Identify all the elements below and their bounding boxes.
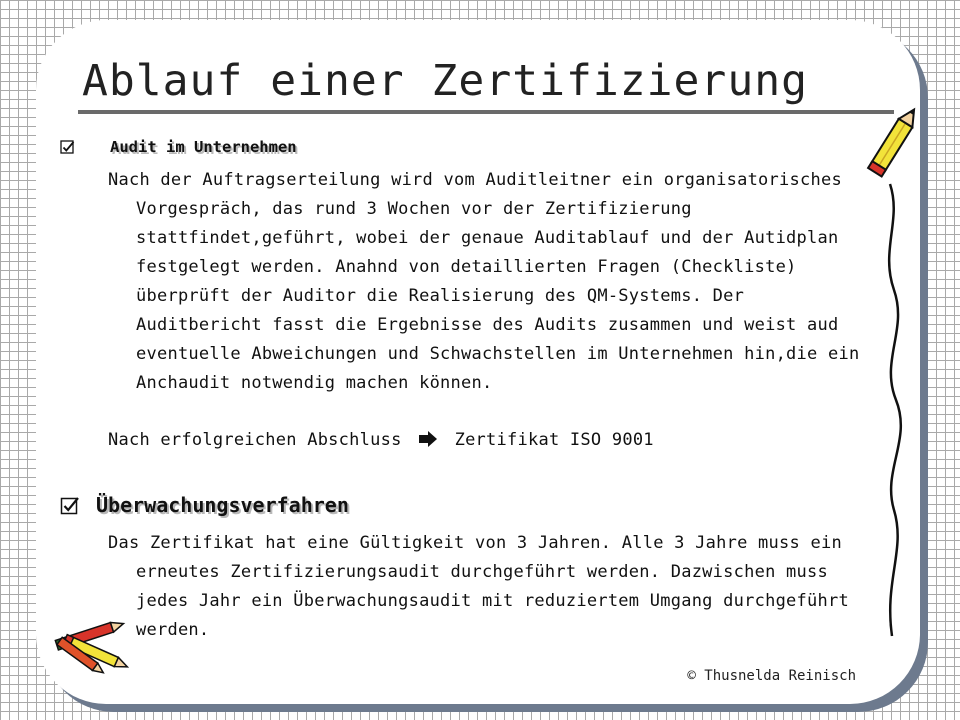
- squiggle-line-decoration: [872, 180, 912, 640]
- checkbox-check-icon: [60, 140, 75, 155]
- result-line: [108, 426, 654, 455]
- section-heading-monitoring: Überwachungsverfahren: [96, 493, 349, 517]
- pencil-icon: [855, 100, 935, 180]
- result-value: Zertifikat ISO 9001: [454, 430, 654, 450]
- crayons-icon: [52, 618, 142, 680]
- checkbox-check-icon: [60, 496, 80, 516]
- monitoring-paragraph: Das Zertifikat hat eine Gültigkeit von 3 Jahren. Alle 3 Jahre muss ein erneutes Zertifizierungsaudit durchgeführt werden. Dazwischen muss jedes Jahr ein Überwachungsaudit mit reduziertem Umgang durchgeführt werden.: [108, 533, 849, 640]
- title-underline: [78, 110, 894, 114]
- copyright-footer: © Thusnelda Reinisch: [687, 668, 856, 684]
- result-prefix: Nach erfolgreichen Abschluss: [108, 430, 402, 450]
- arrow-right-icon: [418, 430, 438, 448]
- slide-title: Ablauf einer Zertifizierung: [82, 56, 808, 106]
- section-heading-audit: Audit im Unternehmen: [110, 138, 297, 156]
- audit-paragraph: Nach der Auftragserteilung wird vom Auditleitner ein organisatorisches Vorgespräch, das rund 3 Wochen vor der Zertifizierung stattfindet,geführt, wobei der genaue Auditablauf und der Autidplan festgelegt werden. Anahnd von detaillierten Fragen (Checkliste) überprüft der Auditor die Realisierung des QM-Systems. Der Auditbericht fasst die Ergebnisse des Audits zusammen und weist aud eventuelle Abweichungen und Schwachstellen im Unternehmen hin,die ein Anchaudit notwendig machen können.: [108, 170, 860, 393]
